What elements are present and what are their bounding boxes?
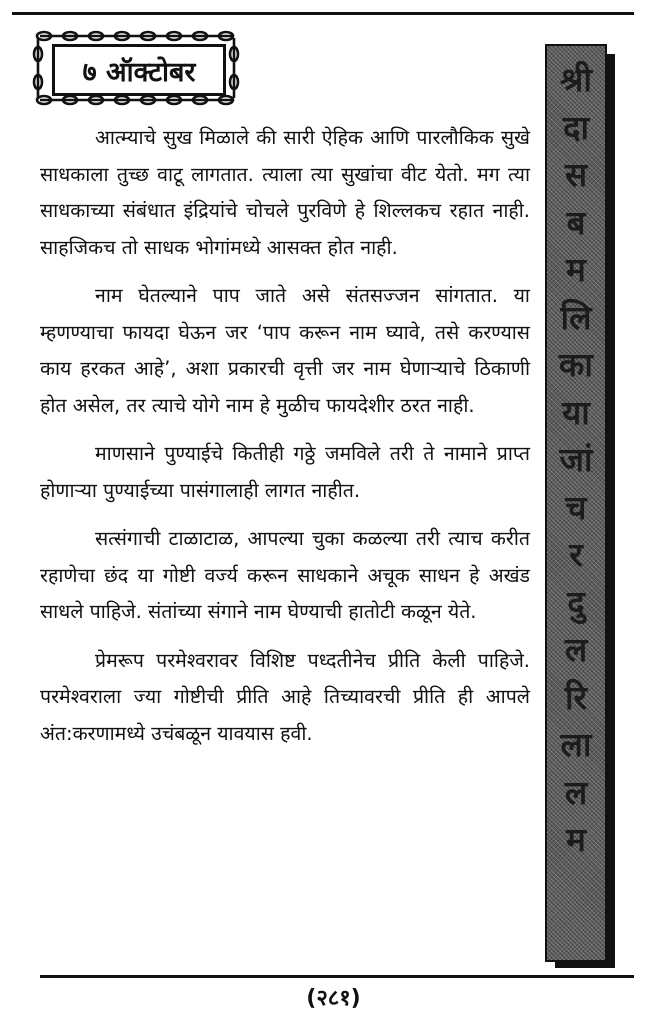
side-banner-char: स xyxy=(564,155,588,194)
side-banner-char: या xyxy=(562,392,590,432)
page-number: (२८१) xyxy=(306,986,361,1011)
side-banner-char: रि xyxy=(564,677,588,717)
paragraph: आत्म्याचे सुख मिळाले की सारी ऐहिक आणि पारलौकिक सुखे साधकाला तुच्छ वाटू लागतात. त्याला त्या सुखांचा वीट येतो. मग त्या साधकाच्या संबंधात इंद्रियांचे चोचले पुरविणे हे शिल्लकच रहात नाही. साहजिकच तो साधक भोगांमध्ये आसक्त होत नाही. xyxy=(40,126,530,259)
paragraph: माणसाने पुण्याईचे कितीही गठ्ठे जमविले तरी ते नामाने प्राप्त होणाऱ्या पुण्याईच्या पासंगालाही लागत नाहीत. xyxy=(40,442,530,502)
paragraph: नाम घेतल्याने पाप जाते असे संतसज्जन सांगतात. या म्हणण्याचा फायदा घेऊन जर ‘पाप करून नाम घ्यावे, तसे करण्यास काय हरकत आहे’, अशा प्रकारची वृत्ती जर नाम घेणाऱ्याचे ठिकाणी होत असेल, तर त्याचे योगे नाम हे मुळीच फायदेशीर ठरत नाही. xyxy=(40,284,530,417)
side-banner-char: दु xyxy=(567,582,585,622)
side-banner-char: म xyxy=(566,250,586,289)
side-banner-char: ब xyxy=(566,202,586,242)
date-heading-frame xyxy=(30,28,242,108)
side-banner-shadow xyxy=(607,54,615,966)
side-banner xyxy=(545,44,607,962)
body-text xyxy=(40,120,530,764)
side-banner-char: का xyxy=(559,345,593,384)
side-banner-text xyxy=(547,56,605,864)
side-banner-char: म xyxy=(566,820,586,859)
paragraph: सत्संगाची टाळाटाळ, आपल्या चुका कळल्या तरी त्याच करीत रहाणेचा छंद या गोष्टी वर्ज्य करून साधकाने अचूक साधन हे अखंड साधले पाहिजे. संतांच्या संगाने नाम घेण्याची हातोटी कळून येते. xyxy=(40,527,530,623)
side-banner-char: ल xyxy=(564,772,588,812)
side-banner-char: श्री xyxy=(560,60,592,99)
side-banner-char: ल xyxy=(564,630,588,669)
paragraph: प्रेमरूप परमेश्वरावर विशिष्ट पध्दतीनेच प्रीति केली पाहिजे. परमेश्वराला ज्या गोष्टीची प्रीति आहे तिच्यावरची प्रीति ही आपले अंत:करणामध्ये उचंबळून यावयास हवी. xyxy=(40,648,530,745)
side-banner-shadow-bottom xyxy=(555,962,615,968)
date-heading-box xyxy=(52,44,226,96)
side-banner-char: ला xyxy=(560,725,592,764)
bottom-rule xyxy=(40,975,634,978)
side-banner-char: जां xyxy=(559,440,593,479)
side-banner-char: र xyxy=(569,535,583,574)
side-banner-char: दा xyxy=(562,107,590,147)
date-heading: ७ ऑक्टोबर xyxy=(82,56,196,88)
top-rule xyxy=(12,12,634,15)
side-banner-char: लि xyxy=(560,297,592,337)
side-banner-char: च xyxy=(565,487,587,527)
